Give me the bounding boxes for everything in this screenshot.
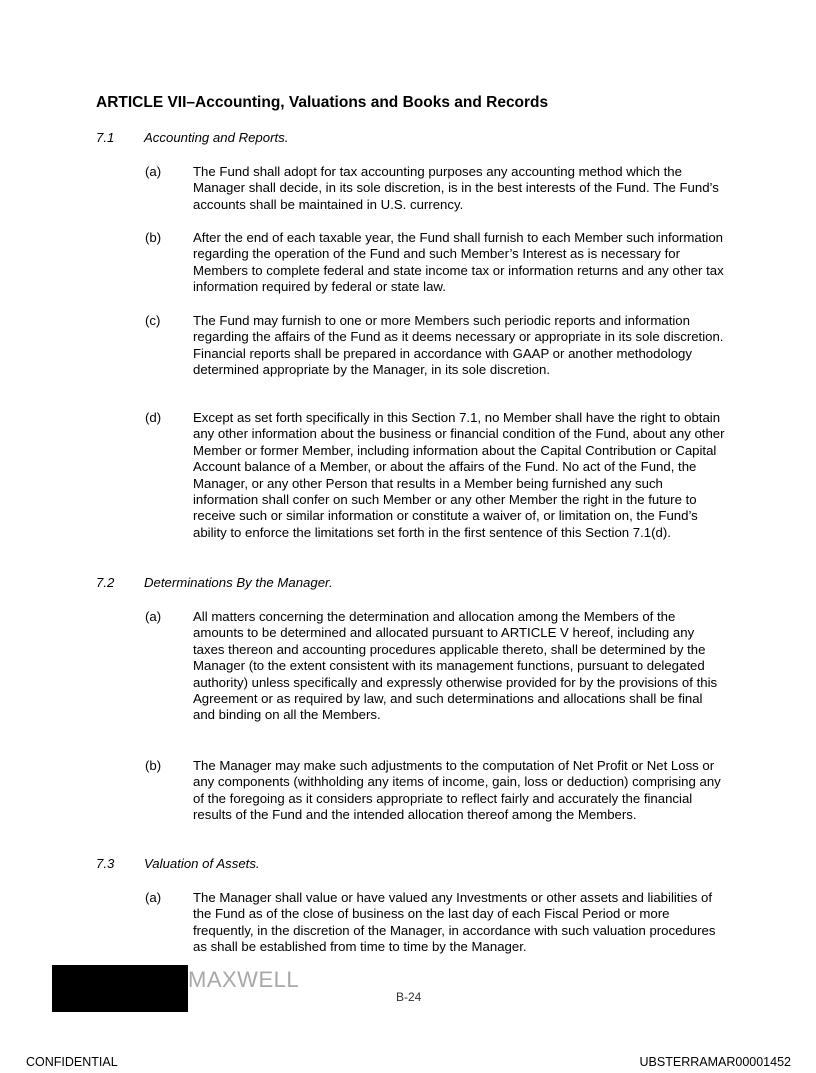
confidential-label: CONFIDENTIAL [26,1055,118,1069]
paragraph-label: (b) [145,230,162,245]
redaction-box [52,965,188,1012]
section-number: 7.1 [96,130,115,145]
paragraph-text: The Fund may furnish to one or more Members such periodic reports and information regarding the affairs of the Fund as it deems necessary or appropriate in its sole discretion. Financial reports shall be prepared in accordance with GAAP or another methodology determined appropriate by the Manager, in its sole discretion. [193,313,724,378]
paragraph-text: All matters concerning the determination and allocation among the Members of the amounts to be determined and allocated pursuant to ARTICLE V hereof, including any taxes thereon and accounting procedures applicable thereto, shall be determined by the Manager (to the extent consistent with its management functions, pursuant to delegated authority) unless specifically and expressly otherwise provided for by the provisions of this Agreement or as required by law, and such determinations and allocations shall be final and binding on all the Members. [193,609,718,723]
paragraph-label: (b) [145,758,162,773]
page-number: B-24 [396,990,422,1004]
section-title: Accounting and Reports. [144,130,289,145]
paragraph-text: The Manager shall value or have valued any Investments or other assets and liabilities of the Fund as of the close of business on the last day of each Fiscal Period or more frequently, in the discretion of the Manager, in accordance with such valuation procedures as shall be established from time to time by the Manager. [193,890,716,955]
paragraph-text: The Manager may make such adjustments to the computation of Net Profit or Net Loss or any components (withholding any items of income, gain, loss or deduction) comprising any of the foregoing as it considers appropriate to reflect fairly and accurately the financial results of the Fund and the intended allocation thereof among the Members. [193,758,721,823]
section-number: 7.2 [96,575,115,590]
section-title: Determinations By the Manager. [144,575,333,590]
paragraph-label: (c) [145,313,161,328]
paragraph-text: Except as set forth specifically in this Section 7.1, no Member shall have the right to obtain any other information about the business or financial condition of the Fund, about any other Member or former Member, including information about the Capital Contribution or Capital Account balance of a Member, or about the affairs of the Fund. No act of the Fund, the Manager, or any other Person that results in a Member being furnished any such information shall confer on such Member or any other Member the right in the future to receive such or similar information or constitute a waiver of, or limitation on, the Fund’s ability to enforce the limitations set forth in the first sentence of this Section 7.1(d). [193,410,725,540]
section-title: Valuation of Assets. [144,856,260,871]
paragraph-text: After the end of each taxable year, the Fund shall furnish to each Member such information regarding the operation of the Fund and such Member’s Interest as is necessary for Members to complete federal and state income tax or information returns and any other tax information required by federal or state law. [193,230,724,295]
paragraph-label: (d) [145,410,162,425]
paragraph-text: The Fund shall adopt for tax accounting purposes any accounting method which the Manager shall decide, in its sole discretion, is in the best interests of the Fund. The Fund’s accounts shall be maintained in U.S. currency. [193,164,719,212]
paragraph-label: (a) [145,609,162,624]
watermark-text: MAXWELL [188,967,300,992]
paragraph-label: (a) [145,890,162,905]
article-title: ARTICLE VII–Accounting, Valuations and Books and Records [96,94,549,111]
paragraph-label: (a) [145,164,162,179]
section-number: 7.3 [96,856,115,871]
bates-number: UBSTERRAMAR00001452 [639,1055,791,1069]
